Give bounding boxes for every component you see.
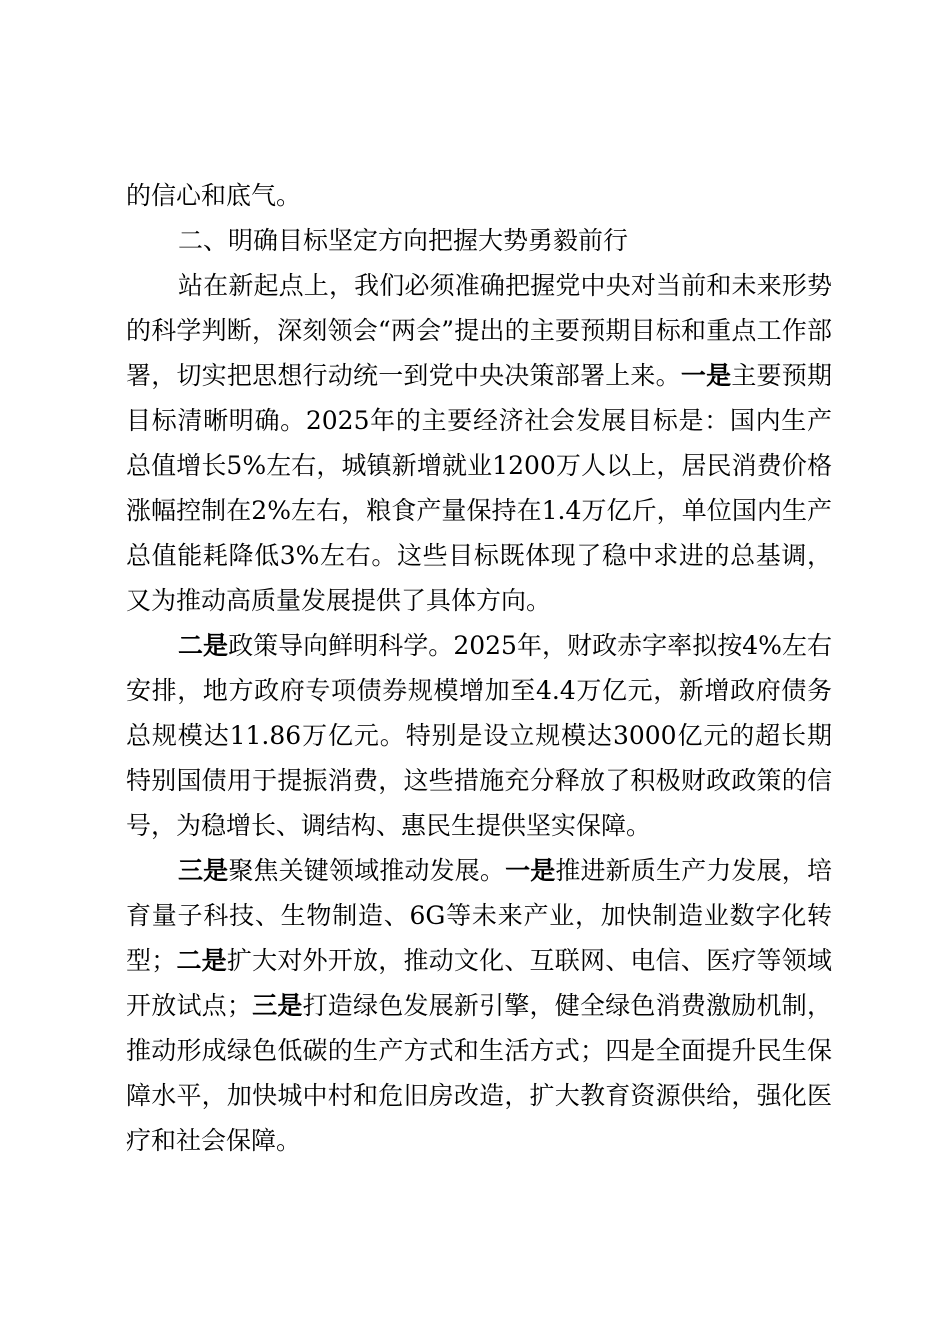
bold-text-run: 三是 [178, 856, 229, 885]
text-run: 主要预期目标清晰明确。2025年的主要经济社会发展目标是：国内生产总值增长5%左右，城镇新增就业1200万人以上，居民消费价格涨幅控制在2%左右，粮食产量保持在1.4万亿斤，单位国内生产总值能耗降低3%左右。这些目标既体现了稳中求进的总基调，又为推动高质量发展提供了具体方向。 [126, 361, 832, 615]
bold-text-run: 二是 [178, 631, 229, 660]
bold-text-run: 一是 [505, 856, 556, 885]
bold-text-run: 一是 [680, 361, 732, 390]
section-heading [126, 218, 832, 263]
paragraph-key-areas [126, 848, 832, 1163]
bold-text-run: 二是 [176, 946, 227, 975]
paragraph-policy [126, 623, 832, 848]
paragraph-targets [126, 263, 832, 623]
paragraph-continuation [126, 173, 832, 218]
text-run: 扩大对外开放，推动文化、互联网、电信、医疗等领域开放试点； [126, 946, 832, 1020]
text-run: 的信心和底气。 [126, 181, 302, 210]
text-run: 推进新质生产力发展，培育量子科技、生物制造、6G等未来产业，加快制造业数字化转型； [126, 856, 832, 975]
bold-text-run: 三是 [251, 991, 303, 1020]
document-body [126, 173, 832, 1163]
text-run: 二、明确目标坚定方向把握大势勇毅前行 [178, 226, 629, 255]
text-run: 聚焦关键领域推动发展。 [228, 856, 506, 885]
text-run: 打造绿色发展新引擎，健全绿色消费激励机制，推动形成绿色低碳的生产方式和生活方式；四是全面提升民生保障水平，加快城中村和危旧房改造，扩大教育资源供给，强化医疗和社会保障。 [126, 991, 832, 1155]
text-run: 站在新起点上，我们必须准确把握党中央对当前和未来形势的科学判断，深刻领会“两会”提出的主要预期目标和重点工作部署，切实把思想行动统一到党中央决策部署上来。 [126, 271, 832, 390]
text-run: 政策导向鲜明科学。2025年，财政赤字率拟按4%左右安排，地方政府专项债券规模增加至4.4万亿元，新增政府债务总规模达11.86万亿元。特别是设立规模达3000亿元的超长期特别国债用于提振消费，这些措施充分释放了积极财政政策的信号，为稳增长、调结构、惠民生提供坚实保障。 [126, 631, 832, 840]
